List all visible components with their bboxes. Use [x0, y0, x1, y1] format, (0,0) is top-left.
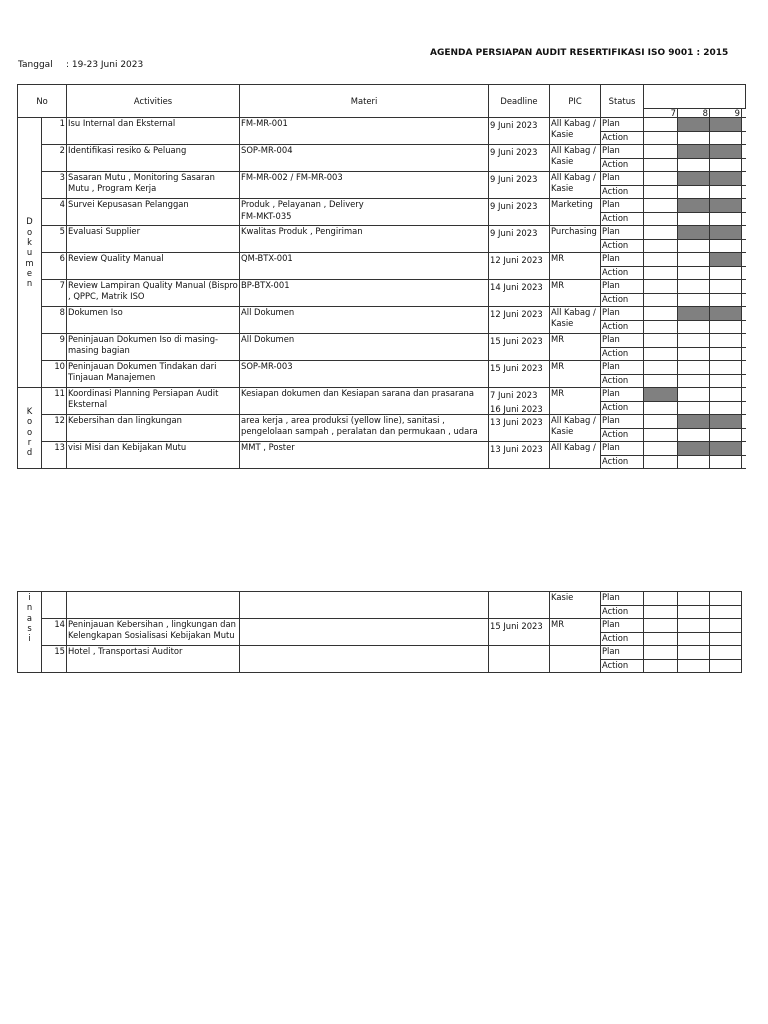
header-deadline: Deadline — [489, 85, 550, 118]
activity-cell: Evaluasi Supplier — [67, 226, 240, 253]
deadline-text: 9 Juni 2023 — [490, 174, 538, 184]
action-day-cell — [710, 239, 742, 253]
materi-text: Kesiapan dokumen dan Kesiapan sarana dan prasarana — [241, 388, 474, 398]
overflow-cell — [742, 334, 746, 348]
action-day-cell — [644, 659, 678, 673]
overflow-cell — [742, 401, 746, 415]
pic-cell: Purchasing — [550, 226, 601, 253]
materi-cell — [240, 442, 489, 469]
overflow-cell — [742, 131, 746, 145]
plan-day-cell — [710, 307, 742, 321]
plan-day-cell — [710, 118, 742, 132]
action-day-cell — [710, 401, 742, 415]
deadline-text: 13 Juni 2023 — [490, 417, 543, 427]
action-day-cell — [678, 428, 710, 442]
overflow-cell — [742, 226, 746, 240]
plan-day-cell — [710, 415, 742, 429]
activity-cell: Peninjauan Dokumen Iso di masing-masing bagian — [67, 334, 240, 361]
pic-cell: All Kabag / — [550, 442, 601, 469]
plan-day-cell — [710, 592, 742, 606]
deadline-text: 12 Juni 2023 — [490, 309, 543, 319]
row-number: 6 — [42, 253, 67, 280]
row-number: 3 — [42, 172, 67, 199]
plan-day-cell — [644, 145, 678, 159]
deadline-cell — [489, 415, 550, 442]
materi-cell — [240, 415, 489, 442]
activity-cell: Kebersihan dan lingkungan — [67, 415, 240, 442]
pic-cell: MR — [550, 253, 601, 280]
materi-text: Produk , Pelayanan , Delivery — [241, 199, 364, 209]
action-day-cell — [678, 659, 710, 673]
activity-cell: Isu Internal dan Eksternal — [67, 118, 240, 145]
action-day-cell — [644, 212, 678, 226]
action-day-cell — [678, 320, 710, 334]
action-day-cell — [678, 293, 710, 307]
action-day-cell — [644, 266, 678, 280]
activity-cell: Dokumen Iso — [67, 307, 240, 334]
action-day-cell — [710, 212, 742, 226]
activity-cell: Sasaran Mutu , Monitoring Sasaran Mutu , Program Kerja — [67, 172, 240, 199]
action-day-cell — [710, 347, 742, 361]
activity-cell: Survei Kepusasan Pelanggan — [67, 199, 240, 226]
day-header-8: 8 — [678, 109, 710, 118]
action-day-cell — [710, 428, 742, 442]
plan-day-cell — [710, 619, 742, 633]
action-day-cell — [678, 605, 710, 619]
deadline-text-2: 16 Juni 2023 — [490, 403, 543, 414]
row-number: 10 — [42, 361, 67, 388]
overflow-cell — [742, 185, 746, 199]
deadline-text: 7 Juni 2023 — [490, 390, 538, 400]
deadline-cell — [489, 388, 550, 415]
activity-cell: Peninjauan Dokumen Tindakan dari Tinjauan Manajemen — [67, 361, 240, 388]
date-value: : 19-23 Juni 2023 — [66, 60, 144, 70]
action-day-cell — [644, 374, 678, 388]
row-number: 9 — [42, 334, 67, 361]
deadline-text: 9 Juni 2023 — [490, 147, 538, 157]
action-day-cell — [710, 293, 742, 307]
row-number — [42, 592, 67, 619]
materi-text: QM-BTX-001 — [241, 253, 293, 263]
status-action: Action — [601, 266, 644, 280]
plan-day-cell — [678, 442, 710, 456]
activity-cell: Hotel , Transportasi Auditor — [67, 646, 240, 673]
plan-day-cell — [710, 334, 742, 348]
plan-day-cell — [644, 172, 678, 186]
page-title: AGENDA PERSIAPAN AUDIT RESERTIFIKASI ISO 9001 : 2015 — [430, 48, 729, 58]
status-action: Action — [601, 659, 644, 673]
pic-cell: MR — [550, 388, 601, 415]
deadline-text: 13 Juni 2023 — [490, 444, 543, 454]
pic-cell: MR — [550, 334, 601, 361]
status-action: Action — [601, 347, 644, 361]
overflow-cell — [742, 266, 746, 280]
row-number: 8 — [42, 307, 67, 334]
action-day-cell — [644, 158, 678, 172]
plan-day-cell — [644, 388, 678, 402]
activity-cell: visi Misi dan Kebijakan Mutu — [67, 442, 240, 469]
status-plan: Plan — [601, 442, 644, 456]
plan-day-cell — [644, 199, 678, 213]
status-plan: Plan — [601, 226, 644, 240]
action-day-cell — [710, 374, 742, 388]
action-day-cell — [710, 455, 742, 469]
plan-day-cell — [644, 118, 678, 132]
action-day-cell — [710, 632, 742, 646]
deadline-cell — [489, 334, 550, 361]
action-day-cell — [644, 428, 678, 442]
action-day-cell — [644, 347, 678, 361]
status-plan: Plan — [601, 592, 644, 606]
agenda-table-continued — [17, 591, 742, 673]
day-header-9: 9 — [710, 109, 742, 118]
group-dokumen — [18, 118, 42, 388]
action-day-cell — [710, 185, 742, 199]
activity-cell: Review Quality Manual — [67, 253, 240, 280]
header-no: No — [18, 85, 67, 118]
overflow-cell — [742, 212, 746, 226]
group-koordinasi-cont — [18, 592, 42, 673]
materi-text: All Dokumen — [241, 334, 295, 344]
pic-cell: MR — [550, 280, 601, 307]
action-day-cell — [710, 131, 742, 145]
action-day-cell — [644, 401, 678, 415]
plan-day-cell — [710, 361, 742, 375]
plan-day-cell — [644, 253, 678, 267]
action-day-cell — [710, 158, 742, 172]
action-day-cell — [678, 185, 710, 199]
materi-text: SOP-MR-004 — [241, 145, 293, 155]
materi-cell — [240, 253, 489, 280]
timeline-header-blank — [644, 85, 746, 95]
deadline-text: 12 Juni 2023 — [490, 255, 543, 265]
row-number: 2 — [42, 145, 67, 172]
plan-day-cell — [710, 442, 742, 456]
status-plan: Plan — [601, 145, 644, 159]
materi-cell — [240, 592, 489, 619]
overflow-cell — [742, 293, 746, 307]
plan-day-cell — [678, 253, 710, 267]
deadline-text: 14 Juni 2023 — [490, 282, 543, 292]
materi-text: FM-MR-002 / FM-MR-003 — [241, 172, 343, 182]
group-koordinasi — [18, 388, 42, 469]
plan-day-cell — [644, 334, 678, 348]
pic-cell: Marketing — [550, 199, 601, 226]
overflow-cell — [742, 253, 746, 267]
action-day-cell — [678, 158, 710, 172]
deadline-text: 15 Juni 2023 — [490, 336, 543, 346]
materi-cell — [240, 361, 489, 388]
status-plan: Plan — [601, 361, 644, 375]
deadline-cell — [489, 442, 550, 469]
pic-cell: All Kabag / Kasie — [550, 415, 601, 442]
deadline-cell — [489, 280, 550, 307]
deadline-cell — [489, 226, 550, 253]
materi-cell — [240, 388, 489, 415]
plan-day-cell — [644, 280, 678, 294]
group-koordinasi-label: K o o r d — [26, 406, 33, 458]
materi-cell — [240, 145, 489, 172]
status-plan: Plan — [601, 646, 644, 660]
row-number: 13 — [42, 442, 67, 469]
plan-day-cell — [644, 226, 678, 240]
overflow-cell — [742, 239, 746, 253]
overflow-cell — [742, 307, 746, 321]
overflow-cell — [742, 374, 746, 388]
pic-cell: MR — [550, 619, 601, 646]
action-day-cell — [710, 320, 742, 334]
plan-day-cell — [644, 361, 678, 375]
plan-day-cell — [710, 145, 742, 159]
header-status: Status — [601, 85, 644, 118]
plan-day-cell — [678, 118, 710, 132]
plan-day-cell — [678, 592, 710, 606]
action-day-cell — [678, 632, 710, 646]
overflow-cell — [742, 280, 746, 294]
pic-cell: All Kabag / Kasie — [550, 172, 601, 199]
activity-cell — [67, 592, 240, 619]
overflow-cell — [742, 361, 746, 375]
date-label: Tanggal — [18, 60, 53, 70]
header-activities: Activities — [67, 85, 240, 118]
activity-cell: Koordinasi Planning Persiapan Audit Eksternal — [67, 388, 240, 415]
materi-cell — [240, 307, 489, 334]
plan-day-cell — [644, 415, 678, 429]
action-day-cell — [644, 320, 678, 334]
overflow-cell — [742, 145, 746, 159]
action-day-cell — [644, 131, 678, 145]
overflow-cell — [742, 455, 746, 469]
group-dokumen-label: D o k u m e n — [25, 216, 34, 289]
materi-text: Kwalitas Produk , Pengiriman — [241, 226, 363, 236]
pic-cell — [550, 646, 601, 673]
group-koordinasi-label-cont: i n a s i — [26, 592, 33, 644]
deadline-text: 15 Juni 2023 — [490, 363, 543, 373]
status-action: Action — [601, 428, 644, 442]
materi-text: FM-MR-001 — [241, 118, 288, 128]
plan-day-cell — [678, 619, 710, 633]
pic-cell: Kasie — [550, 592, 601, 619]
status-plan: Plan — [601, 118, 644, 132]
deadline-cell — [489, 118, 550, 145]
deadline-text: 9 Juni 2023 — [490, 201, 538, 211]
row-number: 11 — [42, 388, 67, 415]
plan-day-cell — [678, 199, 710, 213]
deadline-cell — [489, 253, 550, 280]
plan-day-cell — [644, 307, 678, 321]
status-action: Action — [601, 455, 644, 469]
plan-day-cell — [678, 334, 710, 348]
deadline-text: 9 Juni 2023 — [490, 120, 538, 130]
activity-cell: Peninjauan Kebersihan , lingkungan dan Kelengkapan Sosialisasi Kebijakan Mutu — [67, 619, 240, 646]
status-action: Action — [601, 158, 644, 172]
overflow-cell — [742, 388, 746, 402]
timeline-header-band — [644, 95, 746, 109]
status-action: Action — [601, 239, 644, 253]
action-day-cell — [644, 632, 678, 646]
action-day-cell — [710, 266, 742, 280]
plan-day-cell — [644, 619, 678, 633]
materi-text: SOP-MR-003 — [241, 361, 293, 371]
action-day-cell — [710, 659, 742, 673]
status-action: Action — [601, 374, 644, 388]
overflow-cell — [742, 428, 746, 442]
status-action: Action — [601, 605, 644, 619]
materi-cell — [240, 172, 489, 199]
status-action: Action — [601, 131, 644, 145]
status-action: Action — [601, 320, 644, 334]
plan-day-cell — [678, 280, 710, 294]
status-action: Action — [601, 293, 644, 307]
agenda-table — [17, 84, 746, 469]
day-header-overflow — [742, 109, 746, 118]
row-number: 14 — [42, 619, 67, 646]
action-day-cell — [710, 605, 742, 619]
deadline-cell — [489, 145, 550, 172]
row-number: 4 — [42, 199, 67, 226]
status-plan: Plan — [601, 172, 644, 186]
action-day-cell — [644, 185, 678, 199]
plan-day-cell — [710, 199, 742, 213]
status-plan: Plan — [601, 619, 644, 633]
day-header-7: 7 — [644, 109, 678, 118]
deadline-cell — [489, 172, 550, 199]
overflow-cell — [742, 118, 746, 132]
plan-day-cell — [710, 172, 742, 186]
overflow-cell — [742, 347, 746, 361]
row-number: 7 — [42, 280, 67, 307]
plan-day-cell — [644, 592, 678, 606]
plan-day-cell — [678, 388, 710, 402]
overflow-cell — [742, 199, 746, 213]
overflow-cell — [742, 158, 746, 172]
overflow-cell — [742, 320, 746, 334]
plan-day-cell — [710, 280, 742, 294]
materi-text: MMT , Poster — [241, 442, 295, 452]
pic-cell: All Kabag / Kasie — [550, 145, 601, 172]
plan-day-cell — [710, 646, 742, 660]
plan-day-cell — [644, 442, 678, 456]
materi-cell — [240, 334, 489, 361]
action-day-cell — [678, 212, 710, 226]
overflow-cell — [742, 172, 746, 186]
status-plan: Plan — [601, 199, 644, 213]
deadline-cell — [489, 619, 550, 646]
status-plan: Plan — [601, 307, 644, 321]
action-day-cell — [678, 401, 710, 415]
action-day-cell — [644, 293, 678, 307]
pic-cell: All Kabag / Kasie — [550, 118, 601, 145]
deadline-text: 15 Juni 2023 — [490, 621, 543, 631]
pic-cell: All Kabag / Kasie — [550, 307, 601, 334]
overflow-cell — [742, 442, 746, 456]
plan-day-cell — [678, 172, 710, 186]
plan-day-cell — [678, 226, 710, 240]
materi-cell — [240, 280, 489, 307]
plan-day-cell — [644, 646, 678, 660]
plan-day-cell — [678, 145, 710, 159]
page-break-gap — [0, 481, 768, 591]
action-day-cell — [678, 374, 710, 388]
status-plan: Plan — [601, 334, 644, 348]
activity-cell: Review Lampiran Quality Manual (Bispro , QPPC, Matrik ISO — [67, 280, 240, 307]
materi-cell — [240, 619, 489, 646]
activity-cell: Identifikasi resiko & Peluang — [67, 145, 240, 172]
materi-text: area kerja , area produksi (yellow line), sanitasi , pengelolaan sampah , peralatan dan permukaan , udara — [241, 415, 478, 436]
action-day-cell — [678, 239, 710, 253]
materi-cell — [240, 118, 489, 145]
deadline-cell — [489, 361, 550, 388]
materi-text-2: FM-MKT-035 — [241, 210, 292, 221]
status-plan: Plan — [601, 280, 644, 294]
status-action: Action — [601, 401, 644, 415]
action-day-cell — [678, 347, 710, 361]
row-number: 5 — [42, 226, 67, 253]
deadline-cell — [489, 646, 550, 673]
action-day-cell — [678, 266, 710, 280]
status-action: Action — [601, 185, 644, 199]
header-materi: Materi — [240, 85, 489, 118]
status-plan: Plan — [601, 415, 644, 429]
plan-day-cell — [678, 646, 710, 660]
materi-text: All Dokumen — [241, 307, 295, 317]
status-action: Action — [601, 632, 644, 646]
materi-cell — [240, 199, 489, 226]
plan-day-cell — [678, 361, 710, 375]
materi-text: BP-BTX-001 — [241, 280, 290, 290]
row-number: 12 — [42, 415, 67, 442]
plan-day-cell — [678, 307, 710, 321]
action-day-cell — [678, 455, 710, 469]
row-number: 1 — [42, 118, 67, 145]
deadline-cell — [489, 307, 550, 334]
status-plan: Plan — [601, 388, 644, 402]
status-plan: Plan — [601, 253, 644, 267]
pic-cell: MR — [550, 361, 601, 388]
overflow-cell — [742, 415, 746, 429]
row-number: 15 — [42, 646, 67, 673]
materi-cell — [240, 226, 489, 253]
action-day-cell — [644, 605, 678, 619]
action-day-cell — [644, 455, 678, 469]
deadline-cell — [489, 592, 550, 619]
plan-day-cell — [710, 226, 742, 240]
status-action: Action — [601, 212, 644, 226]
header-pic: PIC — [550, 85, 601, 118]
plan-day-cell — [678, 415, 710, 429]
action-day-cell — [678, 131, 710, 145]
deadline-text: 9 Juni 2023 — [490, 228, 538, 238]
plan-day-cell — [710, 253, 742, 267]
deadline-cell — [489, 199, 550, 226]
materi-cell — [240, 646, 489, 673]
plan-day-cell — [710, 388, 742, 402]
action-day-cell — [644, 239, 678, 253]
